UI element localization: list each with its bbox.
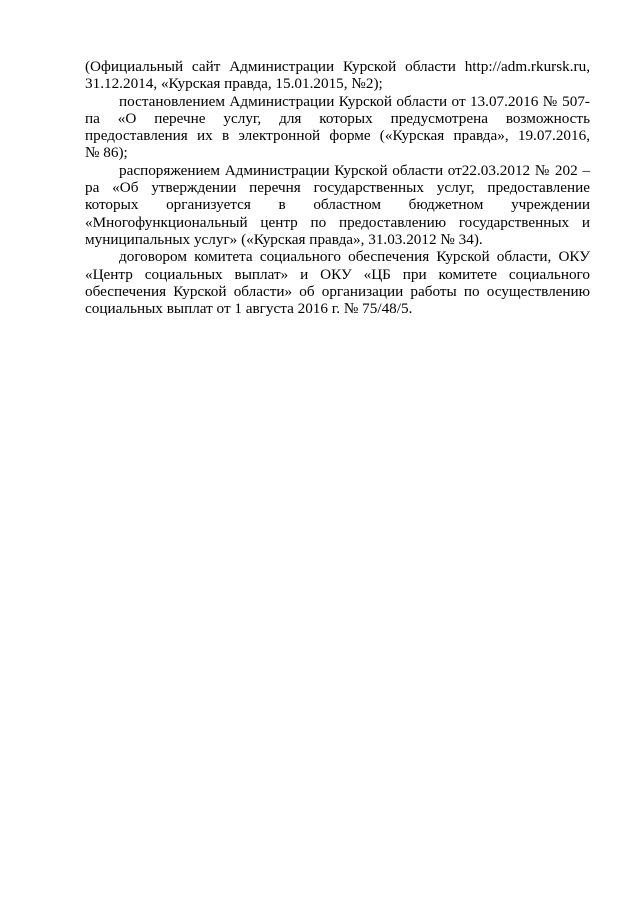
text-line: договором комитета социального обеспечения Курской области, ОКУ (119, 248, 590, 266)
paragraph-resolution (85, 93, 590, 162)
text-line: (Официальный сайт Администрации Курской области http://adm.rkursk.ru, (85, 58, 590, 75)
text-line: которых организуется в областном бюджетном учреждении (85, 196, 590, 214)
paragraph-agreement (85, 248, 590, 317)
text-line: предоставления их в электронной форме («Курская правда», 19.07.2016, (85, 127, 590, 145)
text-line: социальных выплат от 1 августа 2016 г. № 75/48/5. (85, 300, 413, 318)
paragraph-official-site (85, 58, 590, 93)
text-line: муниципальных услуг» («Курская правда», 31.03.2012 № 34). (85, 230, 483, 248)
text-line: постановлением Администрации Курской области от 13.07.2016 № 507- (119, 92, 590, 110)
text-line: «Центр социальных выплат» и ОКУ «ЦБ при комитете социального (85, 265, 590, 283)
text-line: ра «Об утверждении перечня государственных услуг, предоставление (85, 179, 590, 197)
paragraph-order (85, 162, 590, 248)
text-line: № 86); (85, 144, 128, 162)
document-page (85, 58, 590, 317)
text-line: 31.12.2014, «Курская правда, 15.01.2015, №2); (85, 75, 383, 93)
text-line: обеспечения Курской области» об организации работы по осуществлению (85, 282, 590, 300)
text-line: распоряжением Администрации Курской области от22.03.2012 № 202 – (119, 161, 590, 179)
text-line: «Многофункциональный центр по предоставлению государственных и (85, 213, 590, 231)
text-line: па «О перечне услуг, для которых предусмотрена возможность (85, 109, 590, 127)
